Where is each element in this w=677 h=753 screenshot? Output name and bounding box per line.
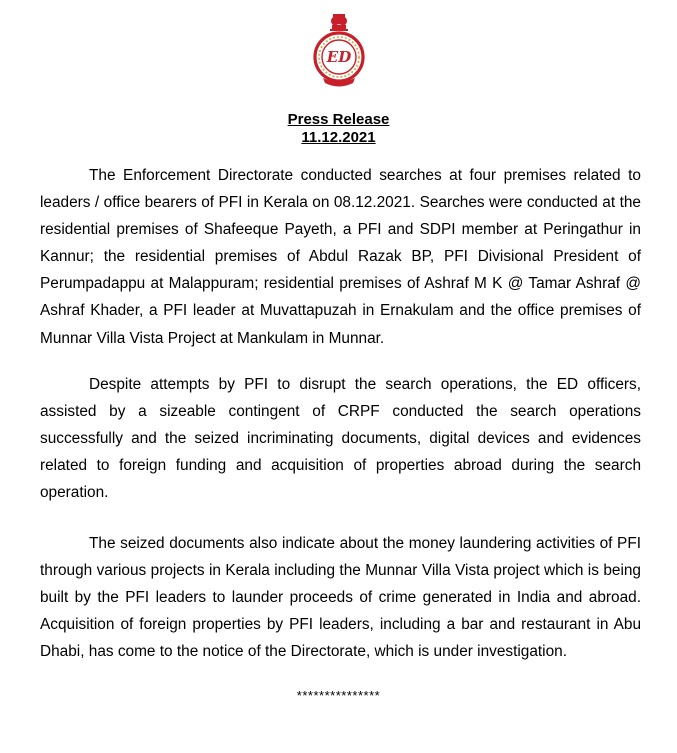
end-marker: ***************	[296, 688, 381, 703]
page-title: Press Release	[287, 111, 390, 128]
release-date: 11.12.2021	[301, 129, 376, 146]
enforcement-directorate-emblem-icon	[311, 12, 367, 88]
paragraph-2: Despite attempts by PFI to disrupt the search operations, the ED officers, assisted by a sizeable contingent of CRPF conducted the search operations successfully and the seized incriminating documents, digital devices and evidences related to foreign funding and acquisition of properties abroad during the search operation.	[40, 376, 641, 502]
paragraph-1: The Enforcement Directorate conducted searches at four premises related to leaders / office bearers of PFI in Kerala on 08.12.2021. Searches were conducted at the residential premises of Shafeeque Payeth, a PFI and SDPI member at Peringathur in Kannur; the residential premises of Abdul Razak BP, PFI Divisional President of Perumpadappu at Malappuram; residential premises of Ashraf M K @ Tamar Ashraf @ Ashraf Khader, a PFI leader at Muvattapuzah in Ernakulam and the office premises of Munnar Villa Vista Project at Mankulam in Munnar.	[40, 167, 641, 347]
svg-text:ED: ED	[326, 48, 352, 66]
paragraph-3: The seized documents also indicate about the money laundering activities of PFI through various projects in Kerala including the Munnar Villa Vista project which is being built by the PFI leaders to launder proceeds of crime generated in India and abroad. Acquisition of foreign properties by PFI leaders, including a bar and restaurant in Abu Dhabi, has come to the notice of the Directorate, which is under investigation.	[40, 535, 641, 661]
